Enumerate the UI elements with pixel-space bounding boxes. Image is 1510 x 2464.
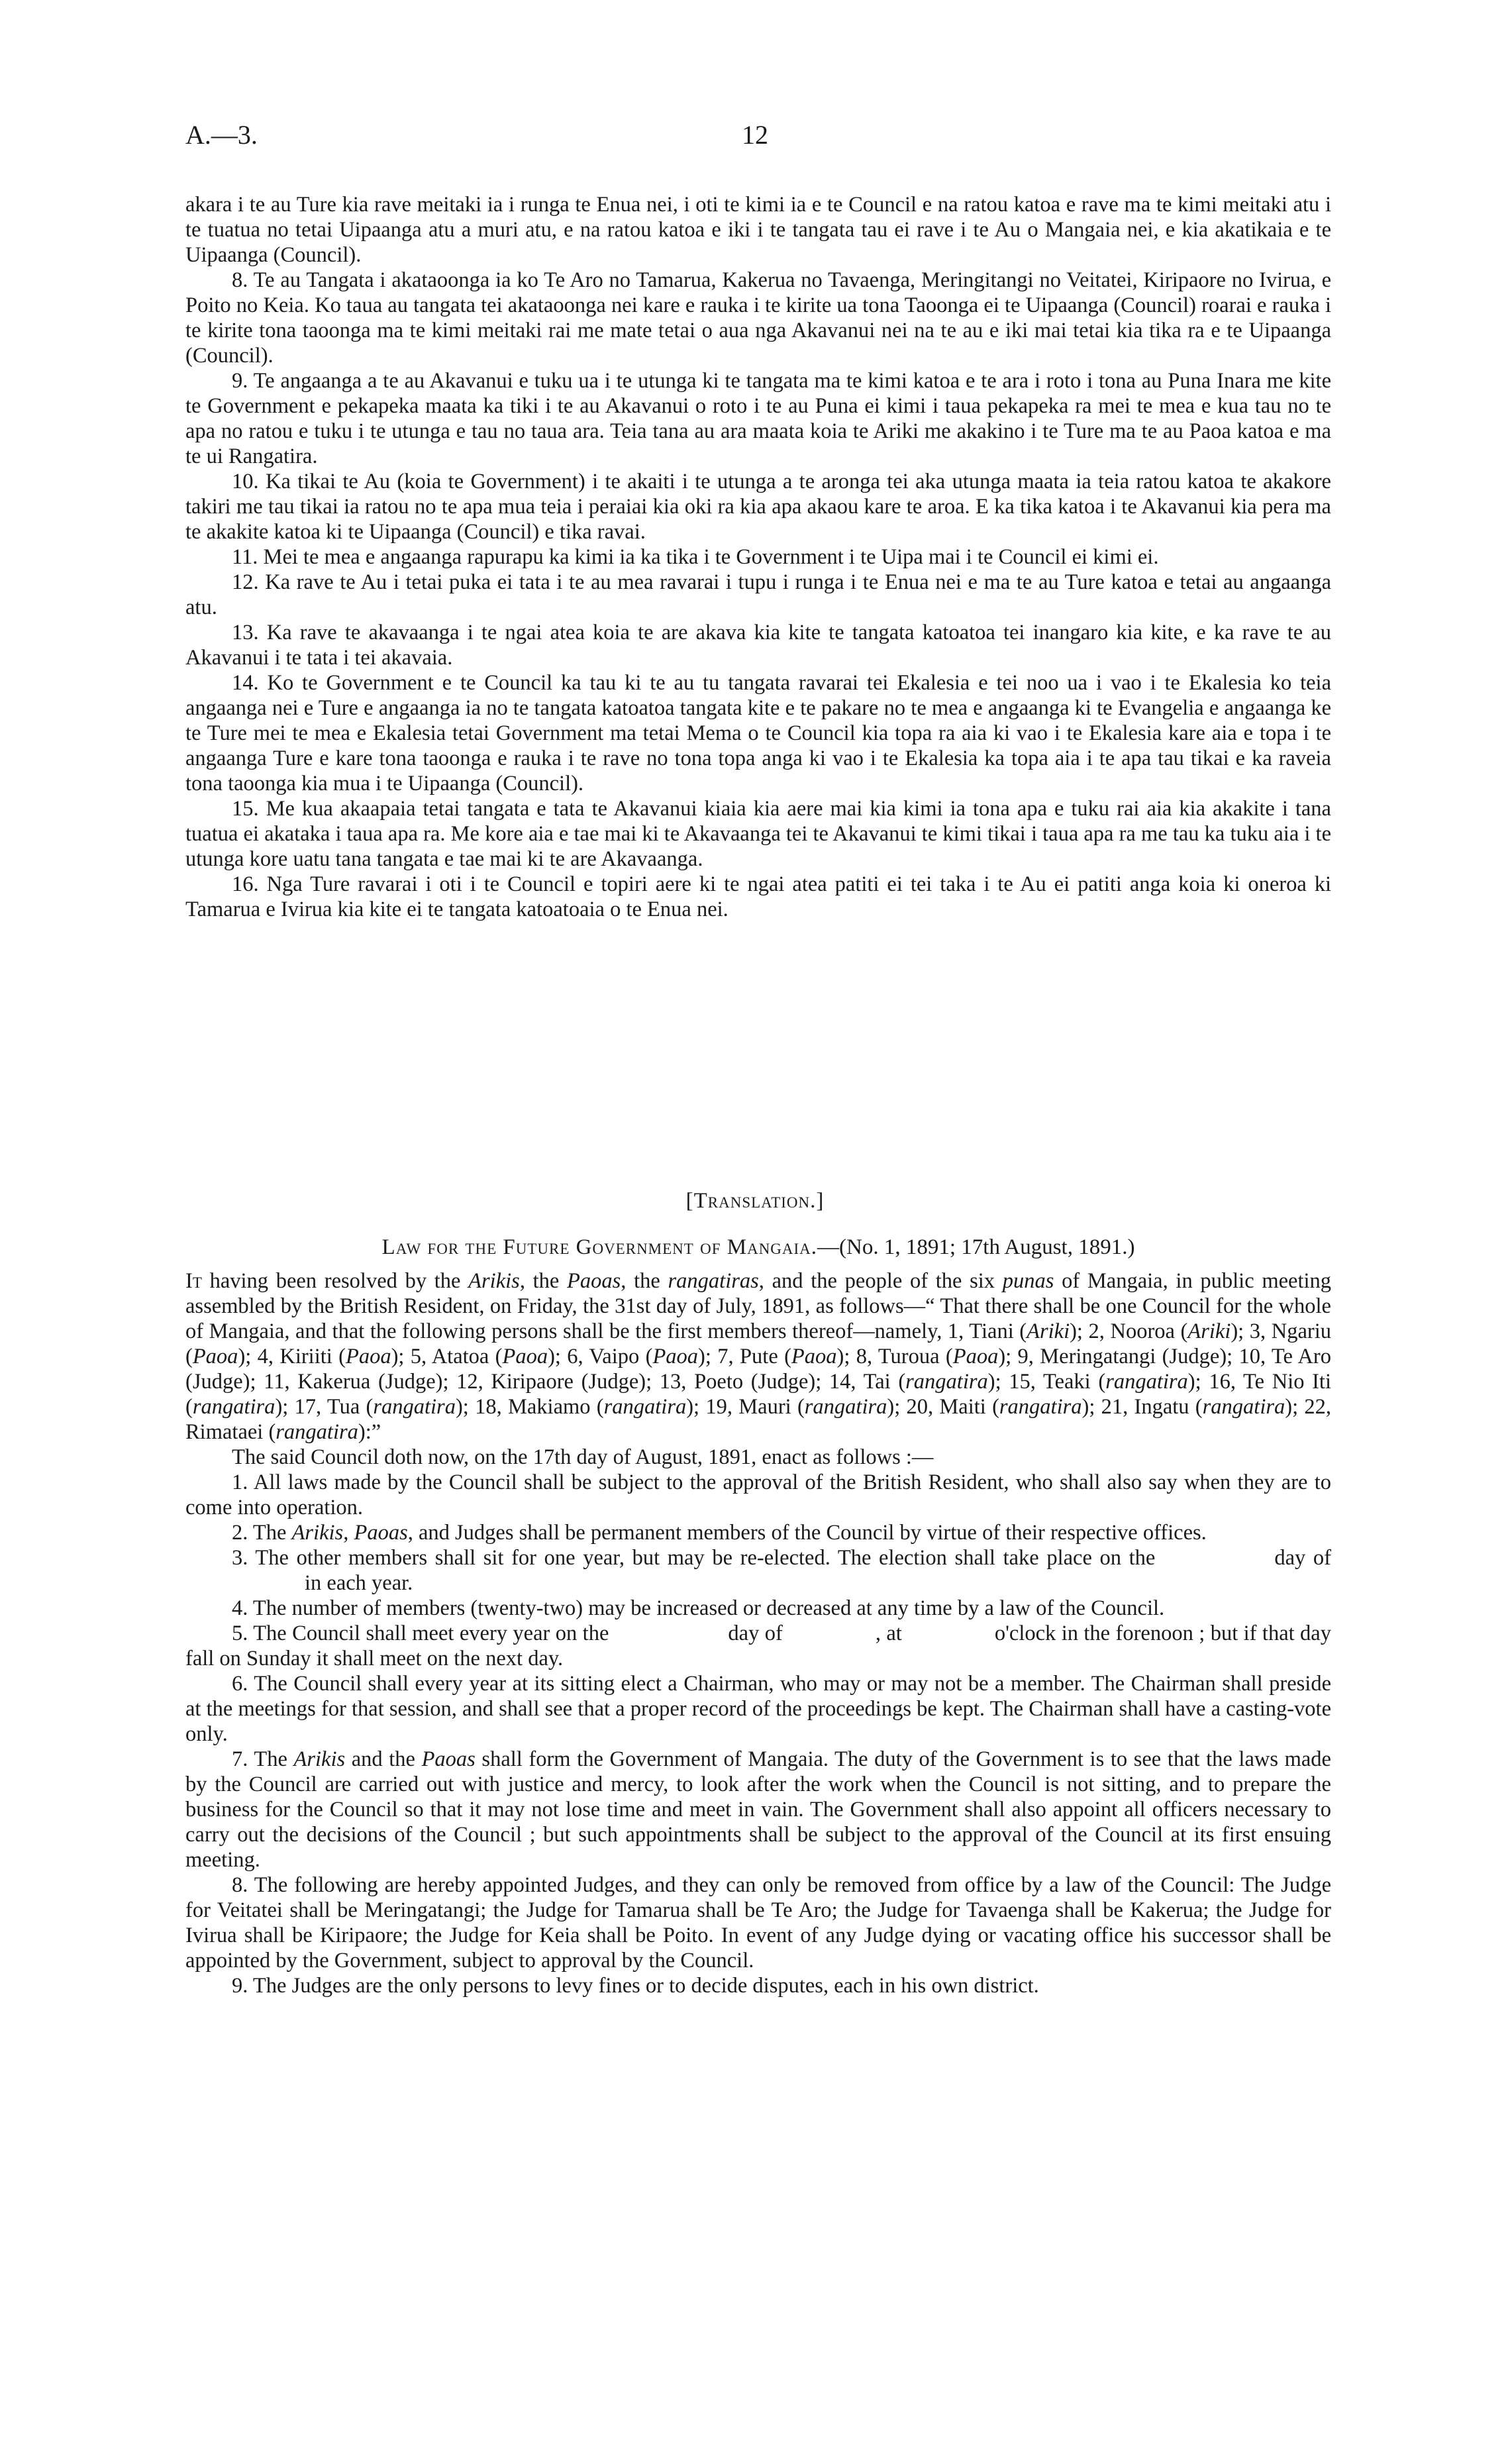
preamble-term: Arikis bbox=[468, 1269, 520, 1293]
section-7 bbox=[185, 1747, 1331, 1873]
preamble-text: ); 3, Ngariu ( bbox=[185, 1319, 1331, 1368]
preamble-text: ); 2, Nooroa ( bbox=[1070, 1319, 1188, 1343]
maori-paragraph-11: 11. Mei te mea e angaanga rapurapu ka kimi ia ka tika i te Government i te Uipa mai i te Council ei kimi ei. bbox=[232, 545, 1159, 569]
section-text: , and Judges shall be permanent members of the Council by virtue of their respective offices. bbox=[407, 1521, 1207, 1545]
maori-paragraph-15: 15. Me kua akaapaia tetai tangata e tata te Akavanui kiaia kia aere mai kia kimi ia tona apa e tuku rai aia kia akakite i tana tuatua ei akataka i taua apa ra. Me kore aia e tae mai ki te Akavaanga tei te Akavanui te kimi tikai i taua apa ra me tau ka tuku aia i te utunga kore uatu tana tangata e tae mai ki te are Akavaanga. bbox=[185, 797, 1331, 871]
section-6: 6. The Council shall every year at its sitting elect a Chairman, who may or may not be a member. The Chairman shall preside at the meetings for that session, and shall see that a proper record of the proceedings be kept. The Chairman shall have a casting-vote only. bbox=[185, 1672, 1331, 1746]
preamble-text: ); 17, Tua ( bbox=[275, 1395, 374, 1419]
preamble-text: ); 16, Te Nio Iti ( bbox=[185, 1370, 1331, 1419]
maori-paragraph-16: 16. Nga Ture ravarai i oti i te Council e topiri aere ki te ngai atea patiti ei tei taka i te Au ei patiti anga koia ki oneroa ki Tamarua e Ivirua kia kite ei te tangata katoatoaia o te Enua nei. bbox=[185, 872, 1331, 921]
preamble-text: ); 6, Vaipo ( bbox=[548, 1345, 653, 1368]
maori-paragraph-13: 13. Ka rave te akavaanga i te ngai atea koia te are akava kia kite te tangata katoatoa tei inangaro kia kite, e ka rave te au Akavanui i te tata i tei akavaia. bbox=[185, 621, 1331, 670]
section-8: 8. The following are hereby appointed Judges, and they can only be removed from office by a law of the Council: The Judge for Veitatei shall be Meringatangi; the Judge for Tamarua shall be Te Aro; the Judge for Tavaenga shall be Kakerua; the Judge for Ivirua shall be Kiripaore; the Judge for Keia shall be Poito. In event of any Judge dying or vacating office his successor shall be appointed by the Government, subject to approval by the Council. bbox=[185, 1873, 1331, 1973]
preamble-text: ); 9, Meringatangi (Judge); 10, Te Aro (Judge); 11, Kakerua (Judge); 12, Kiripaore (Judge); 13, Poeto (Judge); 14, Tai ( bbox=[185, 1345, 1331, 1394]
section-text: day of bbox=[1274, 1546, 1331, 1570]
translation-text-section bbox=[185, 1268, 1331, 1998]
translation-heading: [Translation.] bbox=[685, 1189, 825, 1213]
preamble-term: rangatira bbox=[1105, 1370, 1188, 1394]
preamble-term: rangatira bbox=[603, 1395, 687, 1419]
preamble-text: ); 5, Atatoa ( bbox=[391, 1345, 503, 1368]
section-text: 5. The Council shall meet every year on the bbox=[232, 1621, 609, 1645]
page-number: 12 bbox=[742, 120, 768, 150]
preamble-term: punas bbox=[1002, 1269, 1054, 1293]
preamble-term: rangatira bbox=[905, 1370, 988, 1394]
preamble-text: ):” bbox=[358, 1420, 381, 1444]
preamble-text: ); 22, Rimataei ( bbox=[185, 1395, 1331, 1444]
preamble-term: Paoas bbox=[567, 1269, 621, 1293]
maori-paragraph-14: 14. Ko te Government e te Council ka tau ki te au tu tangata ravarai tei Ekalesia e tei noo ua i vao i te Ekalesia ko teia angaanga nei e Ture e angaanga ia no te tangata katoatoa tangata kite e te pakare no te mea e angaanga ki te Evangelia e angaanga ke te Ture mei te mea e Ekalesia tetai Government ma tetai Mema o te Council kia topa ra aia ki vao i te Ekalesia kare aia e topa i te angaanga Ture e kare tona taoonga e rauka i te rave no tona topa anga ki vao i te Ekalesia ka topa aia i te apa tau tikai e ka raveia tona taoonga kia mua i te Uipaanga (Council). bbox=[185, 671, 1331, 796]
section-term: Paoas bbox=[354, 1521, 408, 1545]
preamble-text: , and the people of the six bbox=[758, 1269, 1003, 1293]
preamble-term: Ariki bbox=[1187, 1319, 1231, 1343]
section-4: 4. The number of members (twenty-two) may be increased or decreased at any time by a law of the Council. bbox=[232, 1596, 1165, 1620]
section-text: , at bbox=[875, 1621, 902, 1645]
section-3 bbox=[185, 1545, 1331, 1596]
preamble-term: rangatira bbox=[999, 1395, 1082, 1419]
preamble-term: Paoa bbox=[502, 1345, 548, 1368]
maori-paragraph-12: 12. Ka rave te Au i tetai puka ei tata i te au mea ravarai i tupu i runga i te Enua nei e ma te au Ture katoa e tetai au angaanga atu. bbox=[185, 570, 1331, 619]
preamble-paragraph bbox=[185, 1268, 1331, 1445]
preamble-term: Paoa bbox=[952, 1345, 999, 1368]
section-text: o'clock in the forenoon ; but if that day fall on Sunday it shall meet on the next day. bbox=[185, 1621, 1331, 1670]
section-text: , bbox=[343, 1521, 354, 1545]
preamble-term: rangatira bbox=[1202, 1395, 1285, 1419]
document-reference: A.—3. bbox=[185, 120, 258, 150]
preamble-text: ); 19, Mauri ( bbox=[686, 1395, 805, 1419]
section-9: 9. The Judges are the only persons to levy fines or to decide disputes, each in his own district. bbox=[232, 1974, 1039, 1998]
section-text: 7. The bbox=[232, 1747, 294, 1771]
section-2 bbox=[185, 1520, 1331, 1545]
section-term: Paoas bbox=[421, 1747, 476, 1771]
section-term: Arikis bbox=[291, 1521, 344, 1545]
maori-text-section bbox=[185, 192, 1331, 922]
preamble-term: rangatira bbox=[192, 1395, 276, 1419]
preamble-text: , the bbox=[621, 1269, 668, 1293]
section-term: Arikis bbox=[293, 1747, 346, 1771]
maori-paragraph-10: 10. Ka tikai te Au (koia te Government) i te akaiti i te utunga a te aronga tei aka utunga maata ia teia ratou katoa te akakore takiri me tau tikai ia ratou no te apa mua teia i peraiai kia oki ra kia apa akaou kare te aroa. E ka tika katoa i te Akavanui kia pera ma te akakite katoa ki te Uipaanga (Council) e tika ravai. bbox=[185, 470, 1331, 544]
preamble-term: rangatira bbox=[804, 1395, 887, 1419]
preamble-text: ); 18, Makiamo ( bbox=[455, 1395, 604, 1419]
section-5 bbox=[185, 1621, 1331, 1671]
law-title bbox=[185, 1235, 1331, 1260]
preamble-term: Ariki bbox=[1027, 1319, 1070, 1343]
maori-paragraph-8: 8. Te au Tangata i akataoonga ia ko Te Aro no Tamarua, Kakerua no Tavaenga, Meringitangi no Veitatei, Kiripaore no Ivirua, e Poito no Keia. Ko taua au tangata tei akataoonga nei kare e rauka i te kirite ua tona Taoonga ei te Uipaanga (Council) roarai e rauka i te kirite tona taoonga ma te kimi meitaki rai me mate tetai o aua nga Akavanui nei na te au e iki mai tetai kia tika ra e te Uipaanga (Council). bbox=[185, 268, 1331, 368]
preamble-text: having been resolved by the bbox=[201, 1269, 469, 1293]
preamble-term: rangatira bbox=[276, 1420, 358, 1444]
preamble-lead: It bbox=[185, 1269, 202, 1293]
section-text: and the bbox=[345, 1747, 422, 1771]
enactment-clause: The said Council doth now, on the 17th day of August, 1891, enact as follows :— bbox=[232, 1445, 934, 1469]
section-text: day of bbox=[728, 1621, 783, 1645]
section-text: in each year. bbox=[305, 1571, 413, 1595]
preamble-term: Paoa bbox=[791, 1345, 837, 1368]
preamble-text: ); 20, Maiti ( bbox=[887, 1395, 999, 1419]
law-title-date: —(No. 1, 1891; 17th August, 1891.) bbox=[817, 1235, 1135, 1259]
preamble-text: of Mangaia, in public meeting assembled by the British Resident, on Friday, the 31st day of July, 1891, as follows—“ That there shall be one Council for the whole of Mangaia, and that the following persons shall be the first members thereof—namely, 1, Tiani ( bbox=[185, 1269, 1332, 1343]
preamble-text: ); 4, Kiriiti ( bbox=[238, 1345, 346, 1368]
preamble-text: ); 15, Teaki ( bbox=[987, 1370, 1106, 1394]
preamble-term: rangatiras bbox=[668, 1269, 759, 1293]
preamble-term: Paoa bbox=[345, 1345, 391, 1368]
preamble-term: rangatira bbox=[373, 1395, 456, 1419]
preamble-term: Paoa bbox=[192, 1345, 238, 1368]
section-text: 2. The bbox=[232, 1521, 292, 1545]
section-text: 3. The other members shall sit for one year, but may be re-elected. The election shall take place on the bbox=[232, 1546, 1156, 1570]
preamble-text: ); 7, Pute ( bbox=[698, 1345, 791, 1368]
preamble-text: ); 21, Ingatu ( bbox=[1082, 1395, 1203, 1419]
section-text: shall form the Government of Mangaia. The duty of the Government is to see that the laws made by the Council are carried out with justice and mercy, to look after the work when the Council is not sitting, and to prepare the business for the Council so that it may not lose time and meet in vain. The Government shall also appoint all officers necessary to carry out the decisions of the Council ; but such appointments shall be subject to the approval of the Council at its first ensuing meeting. bbox=[185, 1747, 1331, 1872]
preamble-text: ); 8, Turoua ( bbox=[836, 1345, 953, 1368]
preamble-term: Paoa bbox=[652, 1345, 699, 1368]
section-1: 1. All laws made by the Council shall be subject to the approval of the British Resident, who shall also say when they are to come into operation. bbox=[185, 1470, 1331, 1519]
maori-paragraph-9: 9. Te angaanga a te au Akavanui e tuku ua i te utunga ki te tangata ma te kimi katoa e te ara i roto i tona au Puna Inara me kite te Government e pekapeka maata ka tiki i te au Akavanui o roto i te au Puna ei kimi i taua pekapeka ra mei te mea e kua tau no te apa no ratou e tuku i te utunga e tau no taua ara. Teia tana au ara maata koia te Ariki me akakino i te Ture ma te au Paoa katoa e ma te ui Rangatira. bbox=[185, 369, 1331, 468]
page-header bbox=[185, 119, 1325, 159]
maori-paragraph-intro: akara i te au Ture kia rave meitaki ia i runga te Enua nei, i oti te kimi ia e te Council e na ratou katoa e rave ma te kimi meitaki atu i te tuatua no tetai Uipaanga atu a muri atu, e na ratou katoa e iki i te tangata tau ei rave i te Au o Mangaia nei, e kia akatikaia e te Uipaanga (Council). bbox=[185, 193, 1331, 267]
preamble-text: , the bbox=[519, 1269, 568, 1293]
law-title-main: Law for the Future Government of Mangaia. bbox=[381, 1235, 818, 1259]
